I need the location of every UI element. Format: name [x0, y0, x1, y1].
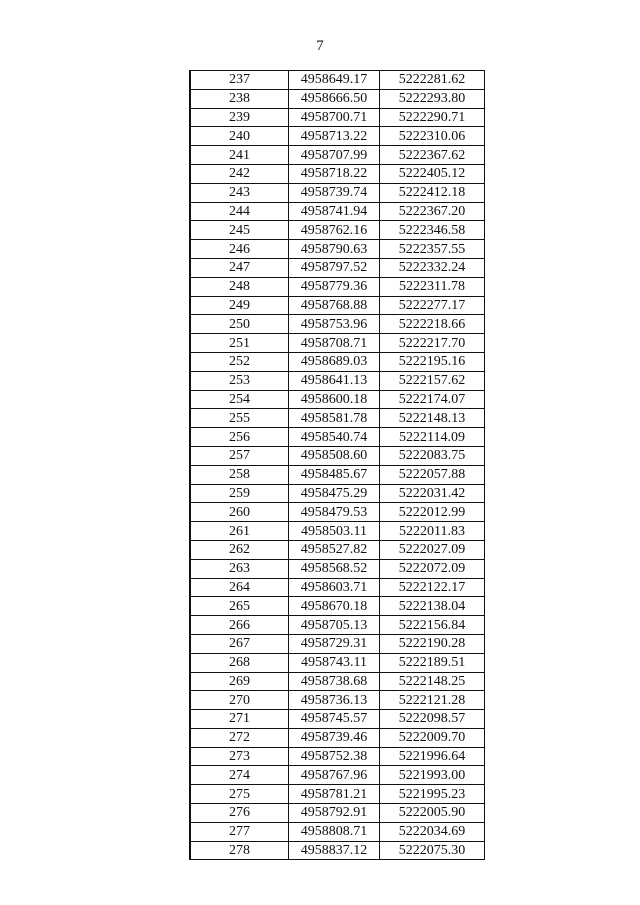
- point-number-cell: 278: [190, 841, 289, 860]
- table-row: [190, 597, 485, 616]
- table-row: [190, 127, 485, 146]
- point-number-cell: 268: [190, 653, 289, 672]
- point-number-cell: 263: [190, 559, 289, 578]
- table-row: [190, 841, 485, 860]
- point-number-cell: 262: [190, 540, 289, 559]
- table-row: [190, 484, 485, 503]
- point-number-cell: 269: [190, 672, 289, 691]
- y-coordinate-cell: 5222083.75: [380, 446, 485, 465]
- table-row: [190, 296, 485, 315]
- y-coordinate-cell: 5222156.84: [380, 616, 485, 635]
- point-number-cell: 255: [190, 409, 289, 428]
- x-coordinate-cell: 4958689.03: [289, 352, 380, 371]
- y-coordinate-cell: 5222190.28: [380, 634, 485, 653]
- x-coordinate-cell: 4958705.13: [289, 616, 380, 635]
- x-coordinate-cell: 4958753.96: [289, 315, 380, 334]
- table-row: [190, 164, 485, 183]
- x-coordinate-cell: 4958808.71: [289, 822, 380, 841]
- y-coordinate-cell: 5222012.99: [380, 503, 485, 522]
- y-coordinate-cell: 5222034.69: [380, 822, 485, 841]
- y-coordinate-cell: 5222005.90: [380, 804, 485, 823]
- y-coordinate-cell: 5222218.66: [380, 315, 485, 334]
- point-number-cell: 277: [190, 822, 289, 841]
- y-coordinate-cell: 5222293.80: [380, 89, 485, 108]
- x-coordinate-cell: 4958781.21: [289, 785, 380, 804]
- point-number-cell: 264: [190, 578, 289, 597]
- y-coordinate-cell: 5221995.23: [380, 785, 485, 804]
- table-row: [190, 409, 485, 428]
- point-number-cell: 241: [190, 146, 289, 165]
- x-coordinate-cell: 4958479.53: [289, 503, 380, 522]
- y-coordinate-cell: 5222281.62: [380, 71, 485, 90]
- table-row: [190, 334, 485, 353]
- table-row: [190, 822, 485, 841]
- point-number-cell: 246: [190, 240, 289, 259]
- x-coordinate-cell: 4958741.94: [289, 202, 380, 221]
- point-number-cell: 252: [190, 352, 289, 371]
- y-coordinate-cell: 5222138.04: [380, 597, 485, 616]
- point-number-cell: 242: [190, 164, 289, 183]
- table-row: [190, 108, 485, 127]
- table-row: [190, 258, 485, 277]
- point-number-cell: 270: [190, 691, 289, 710]
- y-coordinate-cell: 5222057.88: [380, 465, 485, 484]
- x-coordinate-cell: 4958790.63: [289, 240, 380, 259]
- x-coordinate-cell: 4958792.91: [289, 804, 380, 823]
- point-number-cell: 272: [190, 728, 289, 747]
- table-row: [190, 540, 485, 559]
- x-coordinate-cell: 4958738.68: [289, 672, 380, 691]
- x-coordinate-cell: 4958768.88: [289, 296, 380, 315]
- y-coordinate-cell: 5222277.17: [380, 296, 485, 315]
- point-number-cell: 254: [190, 390, 289, 409]
- y-coordinate-cell: 5222217.70: [380, 334, 485, 353]
- table-row: [190, 503, 485, 522]
- y-coordinate-cell: 5222072.09: [380, 559, 485, 578]
- point-number-cell: 245: [190, 221, 289, 240]
- table-row: [190, 616, 485, 635]
- x-coordinate-cell: 4958739.74: [289, 183, 380, 202]
- y-coordinate-cell: 5222027.09: [380, 540, 485, 559]
- y-coordinate-cell: 5222357.55: [380, 240, 485, 259]
- x-coordinate-cell: 4958700.71: [289, 108, 380, 127]
- y-coordinate-cell: 5222174.07: [380, 390, 485, 409]
- x-coordinate-cell: 4958779.36: [289, 277, 380, 296]
- x-coordinate-cell: 4958736.13: [289, 691, 380, 710]
- table-row: [190, 578, 485, 597]
- y-coordinate-cell: 5222195.16: [380, 352, 485, 371]
- table-row: [190, 766, 485, 785]
- point-number-cell: 261: [190, 522, 289, 541]
- table-row: [190, 785, 485, 804]
- x-coordinate-cell: 4958485.67: [289, 465, 380, 484]
- x-coordinate-cell: 4958508.60: [289, 446, 380, 465]
- table-row: [190, 522, 485, 541]
- y-coordinate-cell: 5222009.70: [380, 728, 485, 747]
- x-coordinate-cell: 4958797.52: [289, 258, 380, 277]
- point-number-cell: 275: [190, 785, 289, 804]
- x-coordinate-cell: 4958527.82: [289, 540, 380, 559]
- x-coordinate-cell: 4958729.31: [289, 634, 380, 653]
- page-number: 7: [316, 38, 324, 54]
- point-number-cell: 249: [190, 296, 289, 315]
- table-row: [190, 183, 485, 202]
- point-number-cell: 259: [190, 484, 289, 503]
- y-coordinate-cell: 5222031.42: [380, 484, 485, 503]
- table-row: [190, 428, 485, 447]
- x-coordinate-cell: 4958503.11: [289, 522, 380, 541]
- coordinates-table-body: [190, 71, 485, 860]
- table-row: [190, 804, 485, 823]
- table-row: [190, 202, 485, 221]
- x-coordinate-cell: 4958767.96: [289, 766, 380, 785]
- table-row: [190, 315, 485, 334]
- point-number-cell: 267: [190, 634, 289, 653]
- y-coordinate-cell: 5222157.62: [380, 371, 485, 390]
- point-number-cell: 240: [190, 127, 289, 146]
- point-number-cell: 276: [190, 804, 289, 823]
- point-number-cell: 256: [190, 428, 289, 447]
- x-coordinate-cell: 4958641.13: [289, 371, 380, 390]
- x-coordinate-cell: 4958568.52: [289, 559, 380, 578]
- point-number-cell: 253: [190, 371, 289, 390]
- y-coordinate-cell: 5222098.57: [380, 710, 485, 729]
- y-coordinate-cell: 5222405.12: [380, 164, 485, 183]
- point-number-cell: 238: [190, 89, 289, 108]
- point-number-cell: 257: [190, 446, 289, 465]
- x-coordinate-cell: 4958649.17: [289, 71, 380, 90]
- y-coordinate-cell: 5222310.06: [380, 127, 485, 146]
- point-number-cell: 244: [190, 202, 289, 221]
- y-coordinate-cell: 5222011.83: [380, 522, 485, 541]
- point-number-cell: 271: [190, 710, 289, 729]
- y-coordinate-cell: 5221996.64: [380, 747, 485, 766]
- table-row: [190, 371, 485, 390]
- table-row: [190, 277, 485, 296]
- y-coordinate-cell: 5222412.18: [380, 183, 485, 202]
- y-coordinate-cell: 5222122.17: [380, 578, 485, 597]
- x-coordinate-cell: 4958708.71: [289, 334, 380, 353]
- x-coordinate-cell: 4958718.22: [289, 164, 380, 183]
- table-row: [190, 747, 485, 766]
- y-coordinate-cell: 5222121.28: [380, 691, 485, 710]
- x-coordinate-cell: 4958739.46: [289, 728, 380, 747]
- table-row: [190, 691, 485, 710]
- y-coordinate-cell: 5222290.71: [380, 108, 485, 127]
- x-coordinate-cell: 4958743.11: [289, 653, 380, 672]
- table-row: [190, 446, 485, 465]
- point-number-cell: 260: [190, 503, 289, 522]
- table-row: [190, 89, 485, 108]
- point-number-cell: 239: [190, 108, 289, 127]
- table-row: [190, 390, 485, 409]
- x-coordinate-cell: 4958603.71: [289, 578, 380, 597]
- table-row: [190, 221, 485, 240]
- y-coordinate-cell: 5222367.62: [380, 146, 485, 165]
- table-row: [190, 634, 485, 653]
- table-row: [190, 352, 485, 371]
- y-coordinate-cell: 5222148.25: [380, 672, 485, 691]
- table-row: [190, 559, 485, 578]
- point-number-cell: 258: [190, 465, 289, 484]
- point-number-cell: 266: [190, 616, 289, 635]
- x-coordinate-cell: 4958752.38: [289, 747, 380, 766]
- y-coordinate-cell: 5222332.24: [380, 258, 485, 277]
- table-row: [190, 465, 485, 484]
- table-row: [190, 71, 485, 90]
- point-number-cell: 237: [190, 71, 289, 90]
- x-coordinate-cell: 4958670.18: [289, 597, 380, 616]
- point-number-cell: 243: [190, 183, 289, 202]
- y-coordinate-cell: 5222075.30: [380, 841, 485, 860]
- x-coordinate-cell: 4958540.74: [289, 428, 380, 447]
- point-number-cell: 250: [190, 315, 289, 334]
- y-coordinate-cell: 5222346.58: [380, 221, 485, 240]
- point-number-cell: 248: [190, 277, 289, 296]
- point-number-cell: 251: [190, 334, 289, 353]
- table-row: [190, 653, 485, 672]
- point-number-cell: 265: [190, 597, 289, 616]
- point-number-cell: 247: [190, 258, 289, 277]
- x-coordinate-cell: 4958707.99: [289, 146, 380, 165]
- table-row: [190, 710, 485, 729]
- x-coordinate-cell: 4958762.16: [289, 221, 380, 240]
- x-coordinate-cell: 4958581.78: [289, 409, 380, 428]
- x-coordinate-cell: 4958713.22: [289, 127, 380, 146]
- x-coordinate-cell: 4958837.12: [289, 841, 380, 860]
- y-coordinate-cell: 5222148.13: [380, 409, 485, 428]
- y-coordinate-cell: 5222311.78: [380, 277, 485, 296]
- table-row: [190, 728, 485, 747]
- table-row: [190, 240, 485, 259]
- x-coordinate-cell: 4958475.29: [289, 484, 380, 503]
- x-coordinate-cell: 4958745.57: [289, 710, 380, 729]
- point-number-cell: 274: [190, 766, 289, 785]
- y-coordinate-cell: 5221993.00: [380, 766, 485, 785]
- y-coordinate-cell: 5222114.09: [380, 428, 485, 447]
- table-row: [190, 672, 485, 691]
- y-coordinate-cell: 5222189.51: [380, 653, 485, 672]
- point-number-cell: 273: [190, 747, 289, 766]
- table-row: [190, 146, 485, 165]
- coordinates-table: [189, 70, 485, 860]
- y-coordinate-cell: 5222367.20: [380, 202, 485, 221]
- x-coordinate-cell: 4958600.18: [289, 390, 380, 409]
- x-coordinate-cell: 4958666.50: [289, 89, 380, 108]
